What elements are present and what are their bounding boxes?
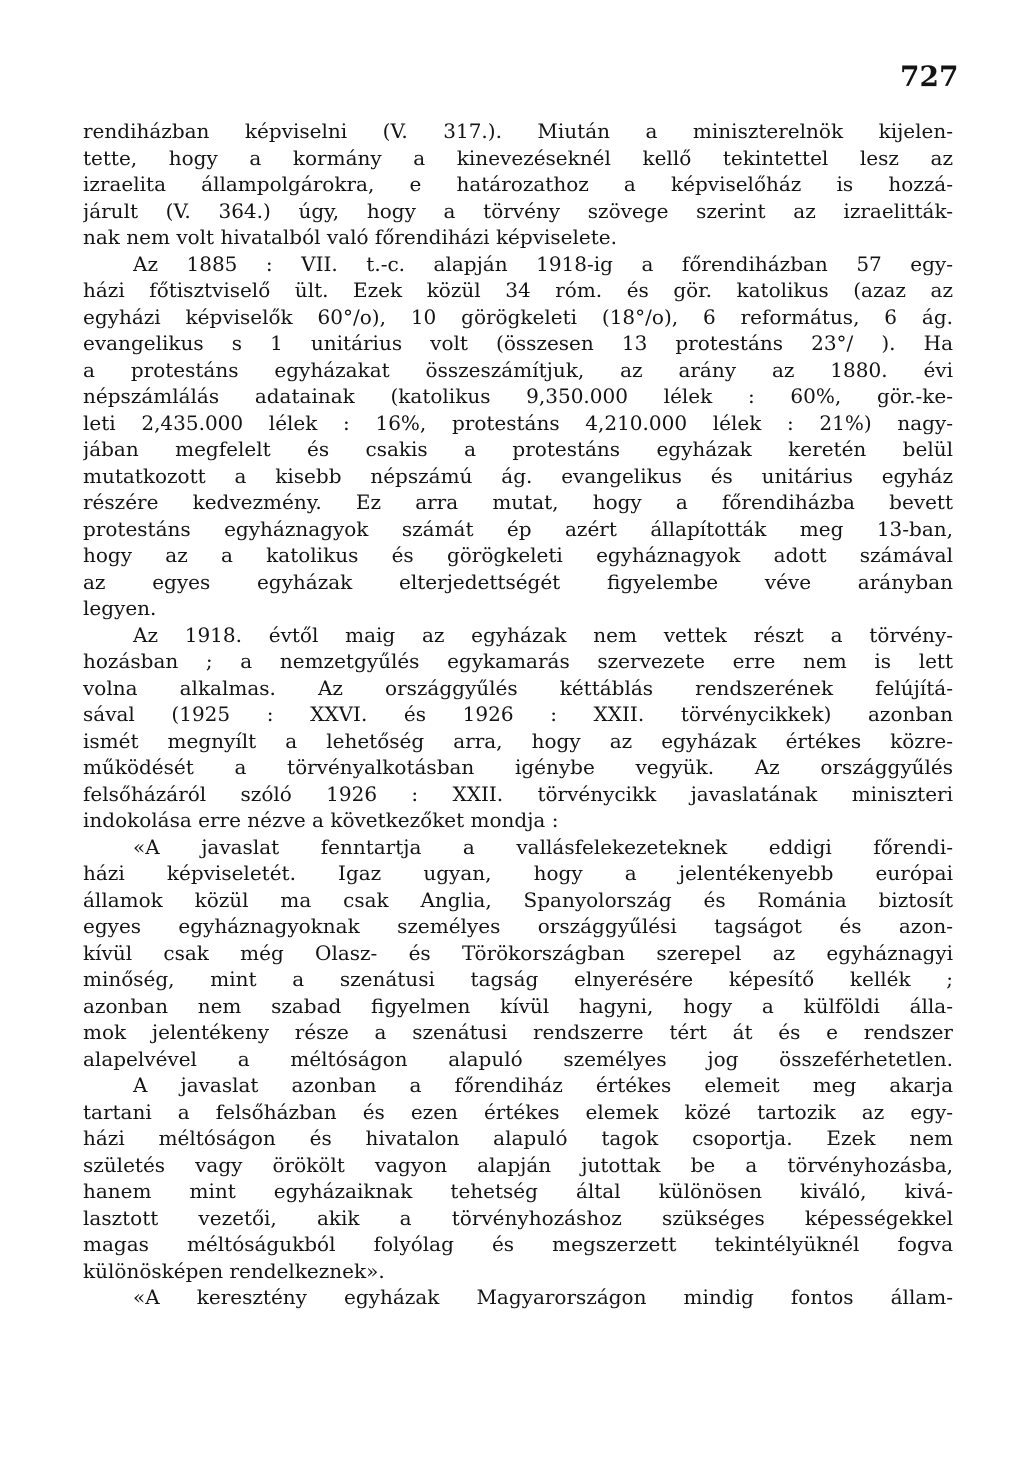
text-line: tette, hogy a kormány a kinevezéseknél kellő tekintettel lesz az xyxy=(83,145,953,170)
text-line: indokolása erre nézve a következőket mondja : xyxy=(83,808,559,832)
text-line: Az 1918. évtől maig az egyházak nem vettek részt a törvény- xyxy=(133,622,953,647)
text-line: alapelvével a méltóságon alapuló személyes jog összeférhetetlen. xyxy=(83,1046,953,1071)
text-line: azonban nem szabad figyelmen kívül hagyni, hogy a külföldi álla- xyxy=(83,993,953,1018)
text-line: leti 2,435.000 lélek : 16%, protestáns 4,210.000 lélek : 21%) nagy- xyxy=(83,410,953,435)
text-line: jában megfelelt és csakis a protestáns egyházak keretén belül xyxy=(83,437,953,461)
text-line: részére kedvezmény. Ez arra mutat, hogy a főrendiházba bevett xyxy=(83,490,953,514)
text-line: születés vagy örökölt vagyon alapján jutottak be a törvényhozásba, xyxy=(83,1152,953,1177)
text-line: felsőházáról szóló 1926 : XXII. törvénycikk javaslatának miniszteri xyxy=(83,781,953,806)
text-line: evangelikus s 1 unitárius volt (összesen 13 protestáns 23°/ ). Ha xyxy=(83,331,953,355)
text-line: mok jelentékeny része a szenátusi rendszerre tért át és e rendszer xyxy=(83,1020,953,1044)
text-line: mutatkozott a kisebb népszámú ág. evangelikus és unitárius egyház xyxy=(83,463,953,488)
text-line: nak nem volt hivatalból való főrendiházi képviselete. xyxy=(83,225,617,249)
text-line: ismét megnyílt a lehetőség arra, hogy az egyházak értékes közre- xyxy=(83,728,953,753)
text-line: hozásban ; a nemzetgyűlés egykamarás szervezete erre nem is lett xyxy=(83,649,953,673)
text-line: különösképen rendelkeznek». xyxy=(83,1258,385,1283)
text-line: járult (V. 364.) úgy, hogy a törvény szövege szerint az izraelitták- xyxy=(83,198,953,223)
text-line: házi méltóságon és hivatalon alapuló tagok csoportja. Ezek nem xyxy=(83,1126,953,1150)
text-line: népszámlálás adatainak (katolikus 9,350.000 lélek : 60%, gör.-ke- xyxy=(83,384,953,408)
text-line: volna alkalmas. Az országgyűlés kéttáblás rendszerének felújítá- xyxy=(83,675,953,700)
page-number: 727 xyxy=(900,60,959,93)
text-line: házi képviseletét. Igaz ugyan, hogy a jelentékenyebb európai xyxy=(83,861,953,885)
text-line: «A javaslat fenntartja a vallásfelekezeteknek eddigi főrendi- xyxy=(133,834,953,859)
text-line: legyen. xyxy=(83,596,157,620)
text-line: Az 1885 : VII. t.-c. alapján 1918-ig a főrendiházban 57 egy- xyxy=(133,251,953,276)
text-line: a protestáns egyházakat összeszámítjuk, az arány az 1880. évi xyxy=(83,357,953,382)
text-line: egyházi képviselők 60°/o), 10 görögkeleti (18°/o), 6 református, 6 ág. xyxy=(83,304,953,329)
text-line: A javaslat azonban a főrendiház értékes elemeit meg akarja xyxy=(133,1073,953,1097)
text-line: államok közül ma csak Anglia, Spanyolország és Románia biztosít xyxy=(83,887,953,912)
body-text xyxy=(83,118,953,1311)
text-line: hanem mint egyházaiknak tehetség által különösen kiváló, kivá- xyxy=(83,1179,953,1203)
text-line: az egyes egyházak elterjedettségét figyelembe véve arányban xyxy=(83,569,953,594)
text-line: házi főtisztviselő ült. Ezek közül 34 róm. és gör. katolikus (azaz az xyxy=(83,278,953,302)
text-line: protestáns egyháznagyok számát ép azért állapították meg 13-ban, xyxy=(83,516,953,541)
text-line: tartani a felsőházban és ezen értékes elemek közé tartozik az egy- xyxy=(83,1099,953,1124)
text-line: izraelita állampolgárokra, e határozathoz a képviselőház is hozzá- xyxy=(83,172,953,196)
text-line: működését a törvényalkotásban igénybe vegyük. Az országgyűlés xyxy=(83,755,953,779)
text-line: lasztott vezetői, akik a törvényhozáshoz szükséges képességekkel xyxy=(83,1205,953,1230)
text-line: minőség, mint a szenátusi tagság elnyerésére képesítő kellék ; xyxy=(83,967,953,991)
text-line: rendiházban képviselni (V. 317.). Miután a miniszterelnök kijelen- xyxy=(83,119,953,143)
text-line: kívül csak még Olasz- és Törökországban szerepel az egyháznagyi xyxy=(83,940,953,965)
text-line: magas méltóságukból folyólag és megszerzett tekintélyüknél fogva xyxy=(83,1232,953,1256)
text-line: egyes egyháznagyoknak személyes országgyűlési tagságot és azon- xyxy=(83,914,953,938)
text-line: «A keresztény egyházak Magyarországon mindig fontos állam- xyxy=(133,1285,953,1309)
text-line: hogy az a katolikus és görögkeleti egyháznagyok adott számával xyxy=(83,543,953,567)
text-line: sával (1925 : XXVI. és 1926 : XXII. törvénycikkek) azonban xyxy=(83,702,953,726)
